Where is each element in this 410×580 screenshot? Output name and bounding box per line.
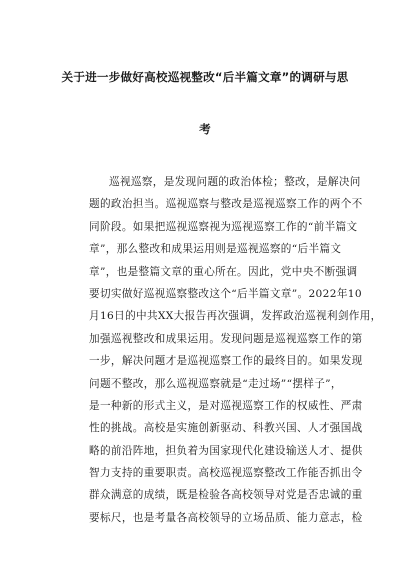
body-line: 要切实做好巡视巡察整改这个“后半篇文章”。2022年10 [89, 287, 362, 300]
body-line: 问题不整改，那么巡视巡察就是“走过场”“摆样子”， [89, 377, 342, 390]
body-line: 章”，也是整篇文章的重心所在。因此，党中央不断强调 [89, 265, 358, 278]
body-line: 一步，解决问题才是巡视巡察工作的最终目的。如果发现 [89, 355, 363, 368]
body-line: 性的挑战。高校是实施创新驱动、科教兴国、人才强国战 [89, 422, 363, 435]
body-line: 是一种新的形式主义，是对巡视巡察工作的权威性、严肃 [89, 399, 363, 412]
body-line: 月16日的中共XX大报告再次强调，发挥政治巡视利剑作用， [89, 310, 382, 323]
body-line: 智力支持的重要职责。高校巡视巡察整改工作能否抓出令 [89, 467, 363, 480]
body-line: 章”，那么整改和成果运用则是巡视巡察的“后半篇文 [89, 243, 342, 256]
body-line: 略的前沿阵地，担负着为国家现代化建设输送人才、提供 [89, 444, 363, 457]
document-body [89, 171, 382, 529]
body-line: 群众满意的成绩，既是检验各高校领导对党是否忠诚的重 [89, 489, 363, 502]
document-title-line-2: 考 [199, 122, 211, 136]
body-line: 同阶段。如果把巡视巡察视为巡视巡察工作的“前半篇文 [89, 220, 358, 233]
body-line: 要标尺，也是考量各高校领导的立场品质、能力意志，检 [89, 511, 363, 524]
document-title-line-1: 关于进一步做好高校巡视整改“后半篇文章”的调研与思 [61, 70, 349, 84]
body-line: 题的政治担当。巡视巡察与整改是巡视巡察工作的两个不 [89, 198, 363, 211]
body-line: 巡视巡察，是发现问题的政治体检；整改，是解决问 [109, 176, 361, 188]
body-line: 加强巡视整改和成果运用。发现问题是巡视巡察工作的第 [89, 332, 363, 345]
